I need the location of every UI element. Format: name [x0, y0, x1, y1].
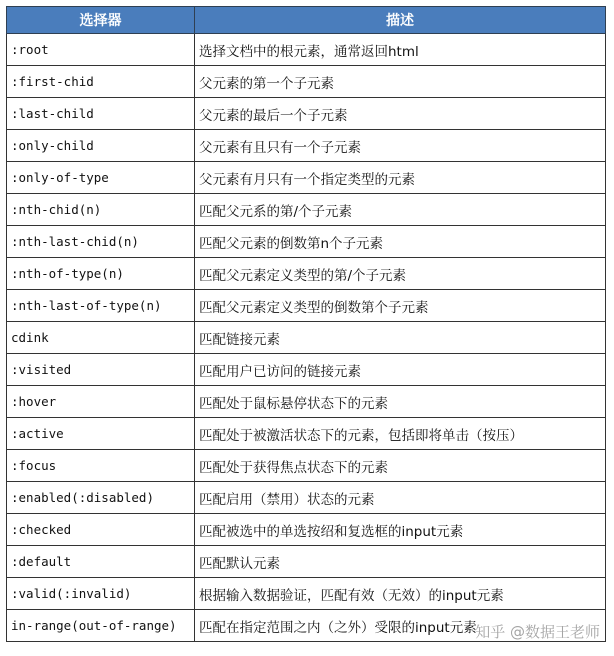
- description-cell: 匹配默认元素: [195, 546, 606, 578]
- selector-cell: :nth-chid(n): [7, 194, 195, 226]
- table-row: [7, 290, 606, 322]
- description-cell: 匹配在指定范围之内（之外）受限的input元素: [195, 610, 606, 642]
- description-cell: 匹配被选中的单选按绍和复选框的input元素: [195, 514, 606, 546]
- description-cell: 匹配用户已访问的链接元素: [195, 354, 606, 386]
- description-cell: 匹配处于鼠标悬停状态下的元素: [195, 386, 606, 418]
- selector-table-container: [6, 6, 605, 642]
- table-row: [7, 482, 606, 514]
- table-row: [7, 386, 606, 418]
- table-header-row: [7, 7, 606, 34]
- selector-cell: :default: [7, 546, 195, 578]
- description-cell: 匹配处于获得焦点状态下的元素: [195, 450, 606, 482]
- table-row: [7, 354, 606, 386]
- header-selector: 选择器: [7, 7, 195, 34]
- selector-cell: in-range(out-of-range): [7, 610, 195, 642]
- table-row: [7, 450, 606, 482]
- table-row: [7, 34, 606, 66]
- selector-cell: :only-of-type: [7, 162, 195, 194]
- description-cell: 匹配启用（禁用）状态的元素: [195, 482, 606, 514]
- description-cell: 匹配父元素定义类型的倒数第个子元素: [195, 290, 606, 322]
- selector-cell: :root: [7, 34, 195, 66]
- selector-cell: :only-child: [7, 130, 195, 162]
- table-row: [7, 66, 606, 98]
- description-cell: 父元素有月只有一个指定类型的元素: [195, 162, 606, 194]
- table-row: [7, 194, 606, 226]
- selector-cell: :active: [7, 418, 195, 450]
- selector-cell: :last-child: [7, 98, 195, 130]
- header-description: 描述: [195, 7, 606, 34]
- selector-cell: :focus: [7, 450, 195, 482]
- table-row: [7, 130, 606, 162]
- table-row: [7, 418, 606, 450]
- selector-cell: :enabled(:disabled): [7, 482, 195, 514]
- table-row: [7, 322, 606, 354]
- table-row: [7, 610, 606, 642]
- selector-cell: :nth-of-type(n): [7, 258, 195, 290]
- table-row: [7, 162, 606, 194]
- description-cell: 父元素有且只有一个子元素: [195, 130, 606, 162]
- description-cell: 父元素的第一个子元素: [195, 66, 606, 98]
- description-cell: 匹配父元系的第/个子元素: [195, 194, 606, 226]
- selector-cell: cdink: [7, 322, 195, 354]
- description-cell: 选择文档中的根元素，通常返回html: [195, 34, 606, 66]
- table-row: [7, 514, 606, 546]
- description-cell: 匹配处于被激活状态下的元素，包括即将单击（按压）: [195, 418, 606, 450]
- table-row: [7, 226, 606, 258]
- description-cell: 匹配父元素的倒数第n个子元素: [195, 226, 606, 258]
- selector-cell: :hover: [7, 386, 195, 418]
- selector-table: [6, 6, 606, 642]
- selector-cell: :visited: [7, 354, 195, 386]
- table-row: [7, 98, 606, 130]
- selector-cell: :checked: [7, 514, 195, 546]
- table-row: [7, 258, 606, 290]
- description-cell: 匹配父元素定义类型的第/个子元素: [195, 258, 606, 290]
- table-row: [7, 578, 606, 610]
- selector-cell: :nth-last-chid(n): [7, 226, 195, 258]
- description-cell: 父元素的最后一个子元素: [195, 98, 606, 130]
- description-cell: 匹配链接元素: [195, 322, 606, 354]
- description-cell: 根据输入数据验证，匹配有效（无效）的input元素: [195, 578, 606, 610]
- selector-cell: :first-chid: [7, 66, 195, 98]
- selector-cell: :nth-last-of-type(n): [7, 290, 195, 322]
- watermark: 知乎 @数据王老师: [475, 623, 600, 641]
- selector-cell: :valid(:invalid): [7, 578, 195, 610]
- table-row: [7, 546, 606, 578]
